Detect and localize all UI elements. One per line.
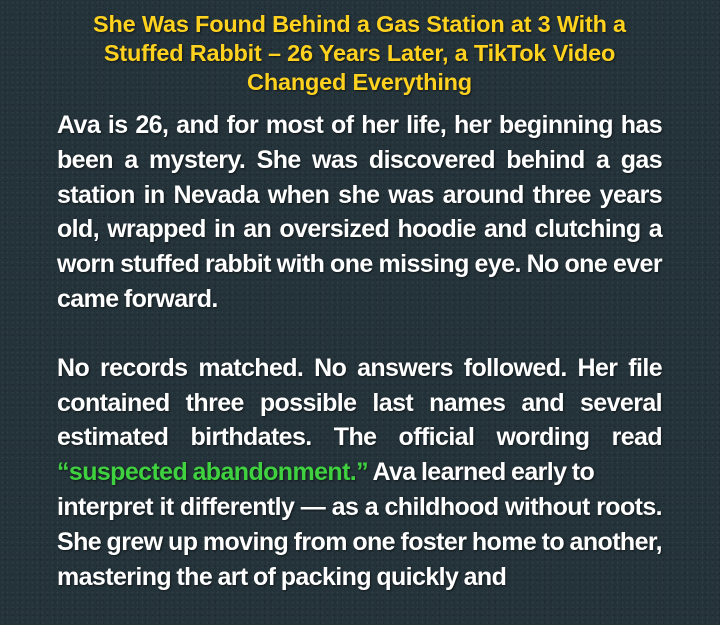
paragraph-2-text: No records matched. No answers followed. Her file contained three possible last names and several estimated birthdates. The official wording read <box>57 353 662 452</box>
paragraph-2-continuation: Ava learned early to <box>372 458 595 487</box>
article <box>57 10 662 594</box>
highlighted-quote: “suspected abandonment.” <box>57 458 369 487</box>
article-paragraph-1: Ava is 26, and for most of her life, her beginning has been a mystery. She was discovered behind a gas station in Nevada when she was around three years old, wrapped in an oversized hoodie and clutching a worn stuffed rabbit with one missing eye. No one ever came forward. <box>57 111 662 313</box>
article-paragraph-2 <box>57 351 662 595</box>
article-headline: She Was Found Behind a Gas Station at 3 With a Stuffed Rabbit – 26 Years Later, a TikTok Video Changed Everything <box>93 11 626 95</box>
paragraph-2-rest: interpret it differently — as a childhood without roots. She grew up moving from one foster home to another, mastering the art of packing quickly and <box>57 492 662 591</box>
